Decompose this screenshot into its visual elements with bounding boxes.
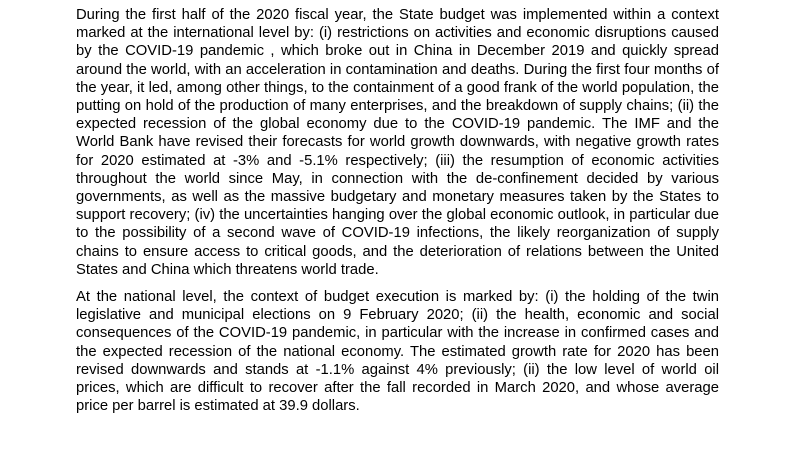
document-page	[76, 6, 719, 415]
paragraph-international-context: During the first half of the 2020 fiscal year, the State budget was implemented within a context marked at the international level by: (i) restrictions on activities and economic disruptions caused by the COVID-19 pandemic , which broke out in China in December 2019 and quickly spread around the world, with an acceleration in contamination and deaths. During the first four months of the year, it led, among other things, to the containment of a good frank of the world population, the putting on hold of the production of many enterprises, and the breakdown of supply chains; (ii) the expected recession of the global economy due to the COVID-19 pandemic. The IMF and the World Bank have revised their forecasts for world growth downwards, with negative growth rates for 2020 estimated at -3% and -5.1% respectively; (iii) the resumption of economic activities throughout the world since May, in connection with the de-confinement decided by various governments, as well as the massive budgetary and monetary measures taken by the States to support recovery; (iv) the uncertainties hanging over the global economic outlook, in particular due to the possibility of a second wave of COVID-19 infections, the likely reorganization of supply chains to ensure access to critical goods, and the deterioration of relations between the United States and China which threatens world trade.	[76, 7, 719, 278]
paragraph-national-context: At the national level, the context of budget execution is marked by: (i) the holding of the twin legislative and municipal elections on 9 February 2020; (ii) the health, economic and social consequences of the COVID-19 pandemic, in particular with the increase in confirmed cases and the expected recession of the national economy. The estimated growth rate for 2020 has been revised downwards and stands at -1.1% against 4% previously; (ii) the low level of world oil prices, which are difficult to recover after the fall recorded in March 2020, and whose average price per barrel is estimated at 39.9 dollars.	[76, 289, 719, 415]
